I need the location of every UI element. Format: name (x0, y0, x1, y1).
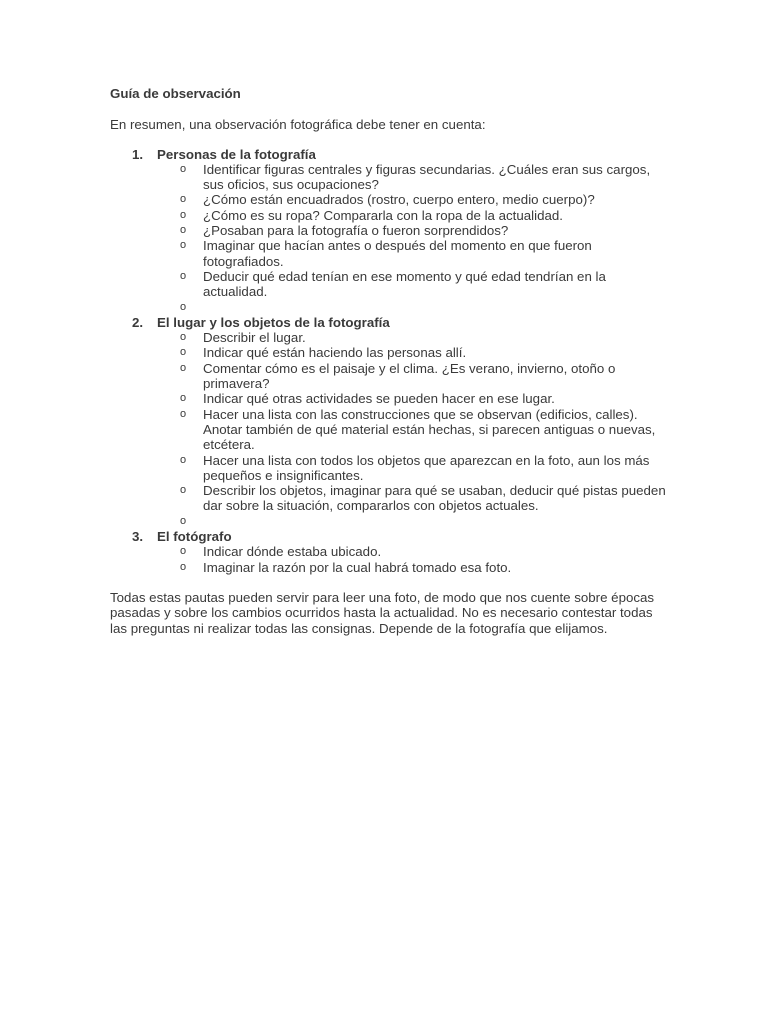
section-item (110, 529, 670, 575)
list-item (157, 162, 670, 193)
section-heading: El lugar y los objetos de la fotografía (157, 314, 390, 330)
list-item (157, 269, 670, 300)
bullet-marker: o (180, 545, 187, 558)
list-item-text: Hacer una lista con las construcciones que se observan (edificios, calles). Anotar también de qué material están hechas, si parecen antiguas o nuevas, etcétera. (203, 406, 656, 453)
list-item (157, 330, 670, 345)
list-item-text: Describir el lugar. (203, 330, 306, 346)
list-item (157, 238, 670, 269)
list-item (157, 560, 670, 575)
list-item-text: Identificar figuras centrales y figuras secundarias. ¿Cuáles eran sus cargos, sus oficios, sus ocupaciones? (203, 161, 651, 193)
bullet-marker: o (180, 453, 187, 466)
list-item (157, 391, 670, 406)
list-item-text: Hacer una lista con todos los objetos que aparezcan en la foto, aun los más pequeños e insignificantes. (203, 452, 650, 483)
document-page (110, 86, 670, 636)
section-item (110, 315, 670, 529)
bullet-marker: o (180, 361, 187, 374)
bullet-marker: o (180, 269, 187, 282)
list-item-text: ¿Cómo están encuadrados (rostro, cuerpo entero, medio cuerpo)? (203, 192, 595, 208)
list-item (157, 345, 670, 360)
list-item-text: Indicar dónde estaba ubicado. (203, 544, 382, 560)
list-item (157, 453, 670, 484)
list-item (157, 300, 670, 315)
bullet-marker: o (180, 407, 187, 420)
list-item (157, 192, 670, 207)
document-title: Guía de observación (110, 86, 241, 101)
section-number: 2. (132, 314, 144, 330)
bullet-marker: o (180, 346, 187, 359)
list-item (157, 514, 670, 529)
list-item-text: Indicar qué están haciendo las personas allí. (203, 345, 467, 361)
list-item-text: Imaginar la razón por la cual habrá tomado esa foto. (203, 559, 512, 575)
list-item-text: Deducir qué edad tenían en ese momento y qué edad tendrían en la actualidad. (203, 268, 606, 300)
list-item-text: Indicar qué otras actividades se pueden hacer en ese lugar. (203, 391, 555, 407)
intro-paragraph: En resumen, una observación fotográfica debe tener en cuenta: (110, 117, 486, 133)
section-number: 1. (132, 146, 144, 162)
bullet-marker: o (180, 392, 187, 405)
bullet-list (157, 162, 670, 315)
bullet-marker: o (180, 162, 187, 175)
list-item (157, 407, 670, 453)
section-item (110, 147, 670, 315)
bullet-marker: o (180, 514, 187, 527)
bullet-marker: o (180, 208, 187, 221)
list-item (157, 544, 670, 559)
section-heading: Personas de la fotografía (157, 146, 316, 162)
section-heading: El fotógrafo (157, 529, 232, 545)
bullet-marker: o (180, 239, 187, 252)
bullet-marker: o (180, 560, 187, 573)
bullet-marker: o (180, 484, 187, 497)
sections-list (110, 147, 670, 575)
list-item-text: ¿Cómo es su ropa? Compararla con la ropa de la actualidad. (203, 207, 563, 223)
bullet-marker: o (180, 331, 187, 344)
list-item (157, 223, 670, 238)
list-item (157, 483, 670, 514)
bullet-list (157, 544, 670, 575)
bullet-list (157, 330, 670, 529)
section-number: 3. (132, 529, 144, 545)
bullet-marker: o (180, 224, 187, 237)
closing-paragraph: Todas estas pautas pueden servir para leer una foto, de modo que nos cuente sobre épocas pasadas y sobre los cambios ocurridos hasta la actualidad. No es necesario contestar todas las preguntas ni realizar todas las consignas. Depende de la fotografía que elijamos. (110, 589, 655, 636)
list-item (157, 208, 670, 223)
list-item-text: Imaginar que hacían antes o después del momento en que fueron fotografiados. (203, 238, 592, 269)
bullet-marker: o (180, 300, 187, 313)
list-item-text: Comentar cómo es el paisaje y el clima. ¿Es verano, invierno, otoño o primavera? (203, 360, 616, 392)
list-item-text: Describir los objetos, imaginar para qué se usaban, deducir qué pistas pueden dar sobre la situación, compararlos con objetos actuales. (203, 483, 666, 514)
list-item-text: ¿Posaban para la fotografía o fueron sorprendidos? (203, 223, 509, 239)
list-item (157, 361, 670, 392)
bullet-marker: o (180, 193, 187, 206)
